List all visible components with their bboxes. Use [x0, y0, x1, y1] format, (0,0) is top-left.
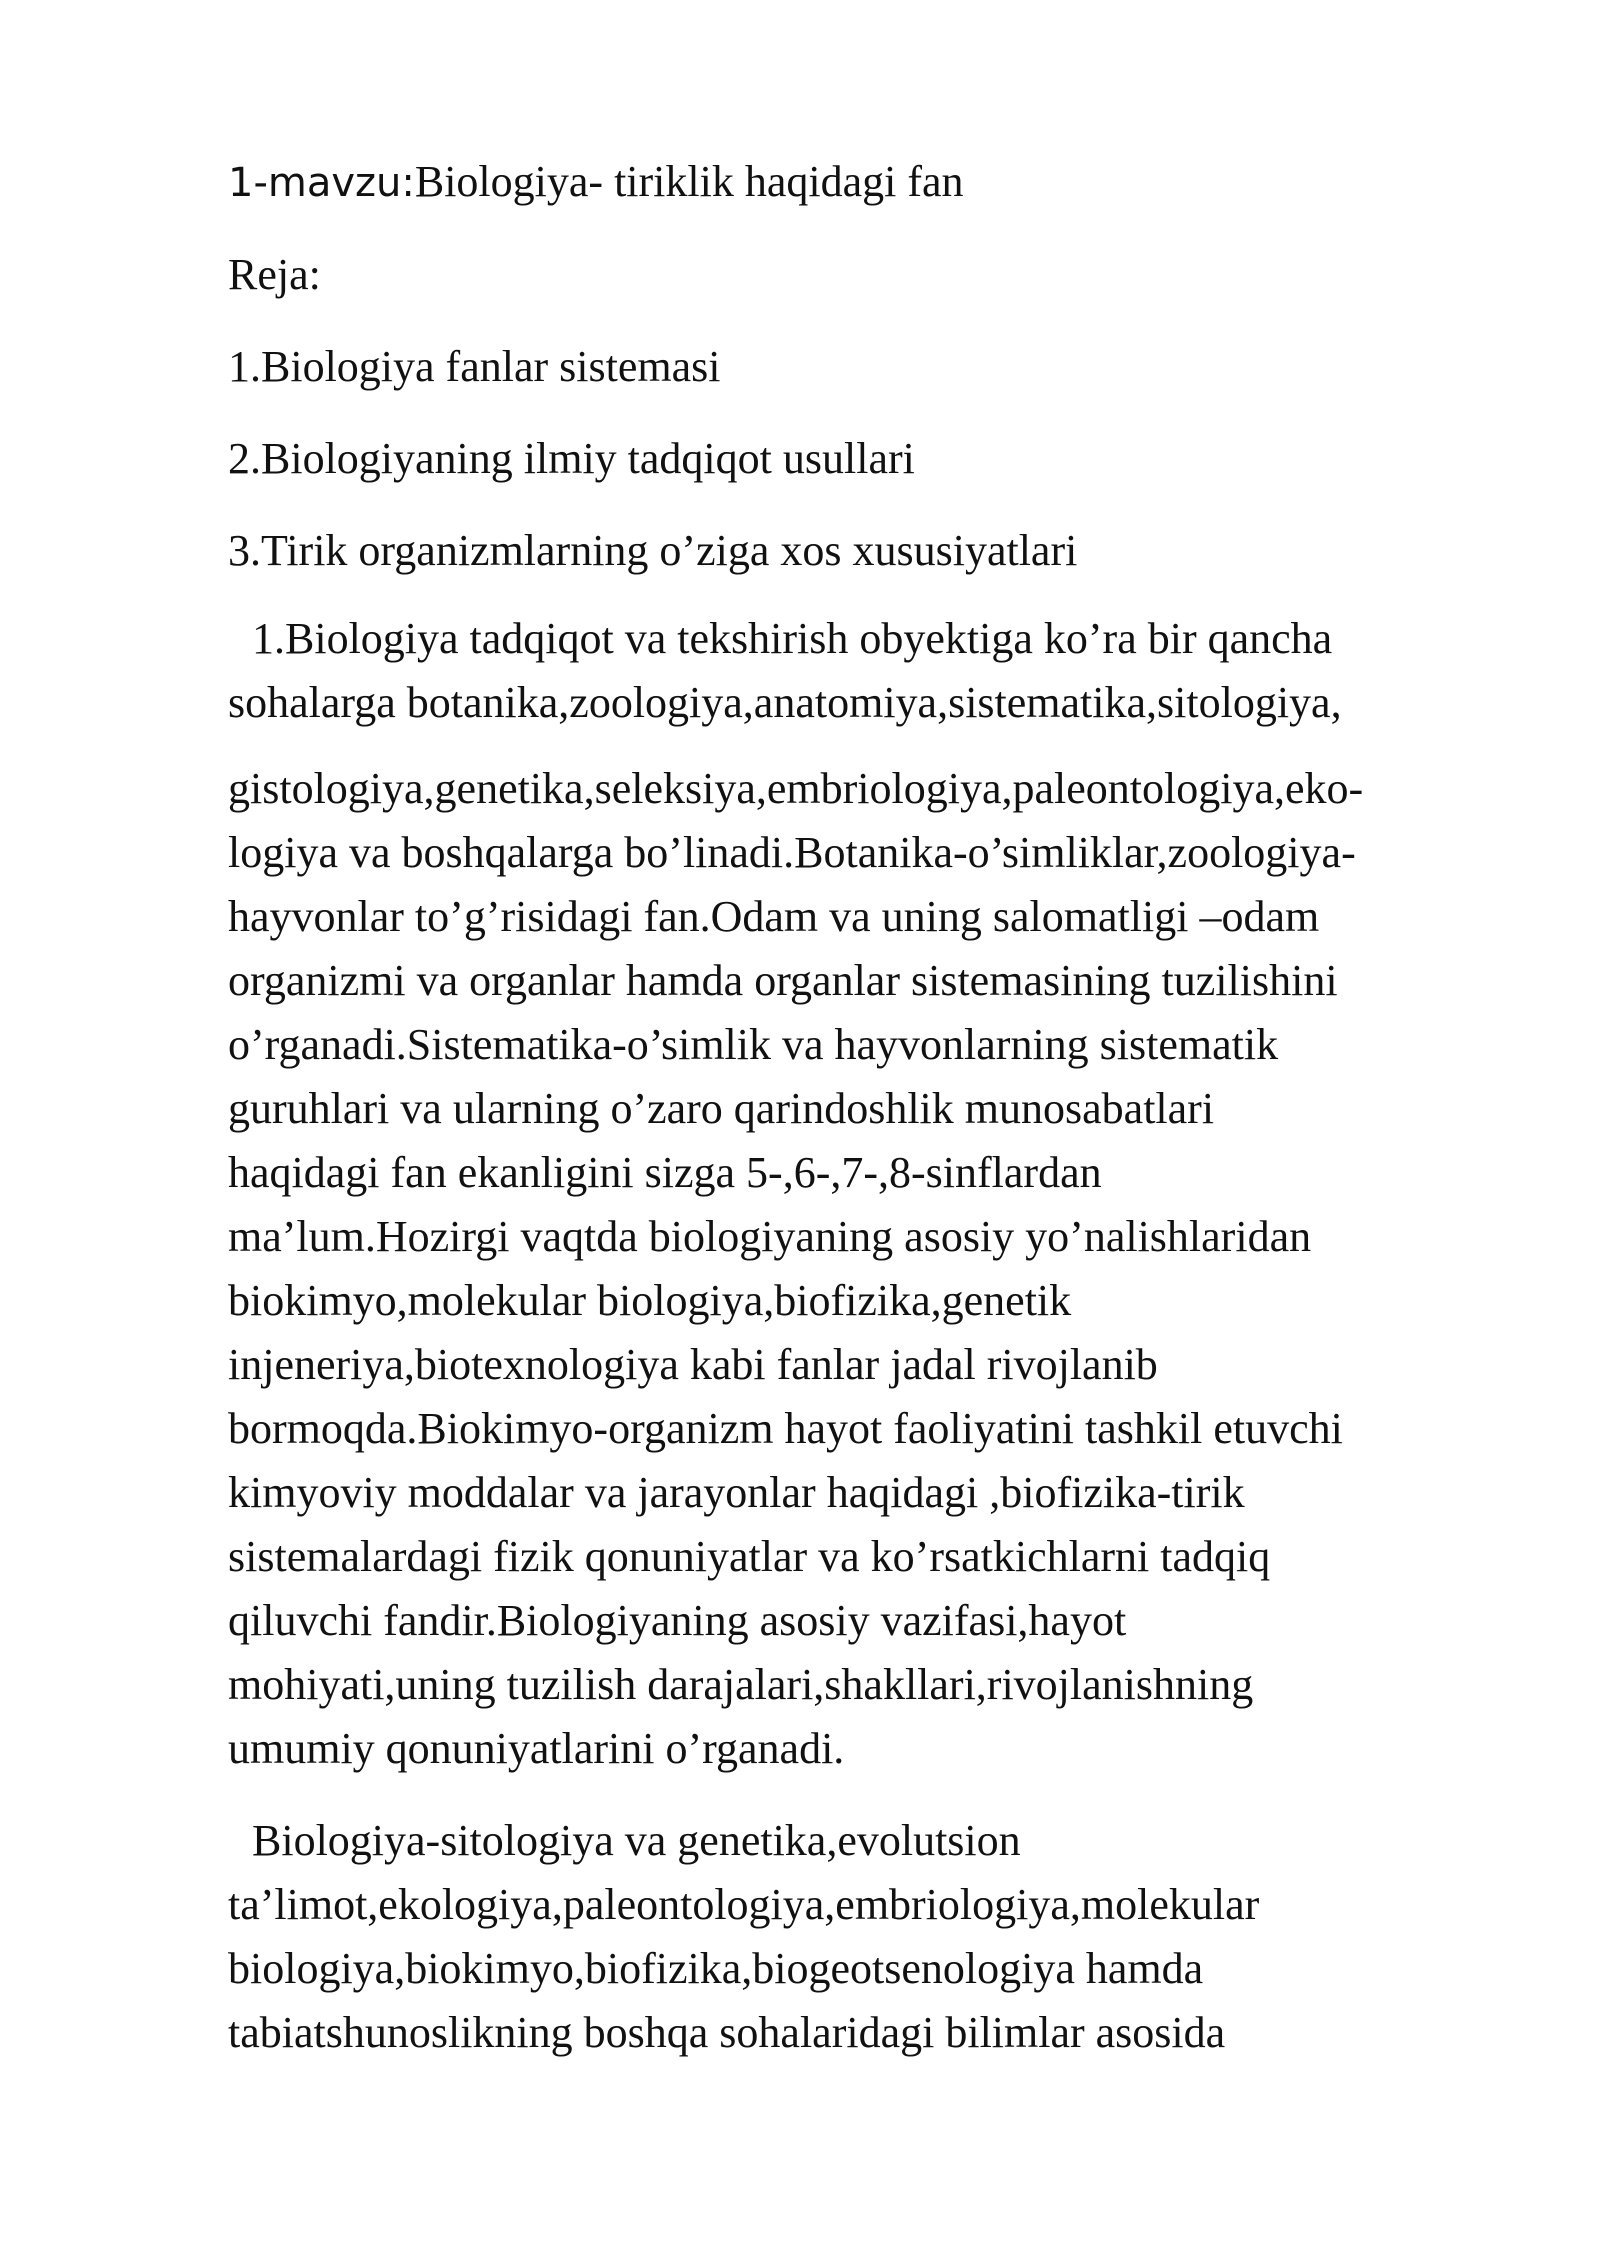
paragraph-1	[228, 607, 1528, 735]
document-title	[228, 150, 1528, 215]
paragraph-line: haqidagi fan ekanligini sizga 5-,6-,7-,8-sinflardan	[228, 1148, 1102, 1197]
paragraph-line: ma’lum.Hozirgi vaqtda biologiyaning asosiy yo’nalishlaridan	[228, 1212, 1312, 1261]
paragraph-line: 1.Biologiya tadqiqot va tekshirish obyektiga ko’ra bir qancha	[252, 614, 1333, 663]
paragraph-line: kimyoviy moddalar va jarayonlar haqidagi ,biofizika-tirik	[228, 1468, 1245, 1517]
title-text: Biologiya- tiriklik haqidagi fan	[414, 157, 964, 206]
paragraph-2	[228, 757, 1528, 1781]
paragraph-line: Biologiya-sitologiya va genetika,evolutsion	[252, 1816, 1021, 1865]
paragraph-line: ta’limot,ekologiya,paleontologiya,embriologiya,molekular	[228, 1880, 1260, 1929]
paragraph-line: tabiatshunoslikning boshqa sohalaridagi bilimlar asosida	[228, 2008, 1226, 2057]
paragraph-line: gistologiya,genetika,seleksiya,embriologiya,paleontologiya,eko-	[228, 764, 1364, 813]
document-body	[228, 150, 1528, 2065]
paragraph-line: biokimyo,molekular biologiya,biofizika,genetik	[228, 1276, 1072, 1325]
paragraph-line: o’rganadi.Sistematika-o’simlik va hayvonlarning sistematik	[228, 1020, 1279, 1069]
paragraph-line: sohalarga botanika,zoologiya,anatomiya,sistematika,sitologiya,	[228, 678, 1342, 727]
paragraph-line: injeneriya,biotexnologiya kabi fanlar jadal rivojlanib	[228, 1340, 1158, 1389]
paragraph-line: qiluvchi fandir.Biologiyaning asosiy vazifasi,hayot	[228, 1596, 1127, 1645]
plan-item-3: 3.Tirik organizmlarning o’ziga xos xususiyatlari	[228, 526, 1078, 575]
plan-item-2: 2.Biologiyaning ilmiy tadqiqot usullari	[228, 434, 915, 483]
paragraph-line: logiya va boshqalarga bo’linadi.Botanika-o’simliklar,zoologiya-	[228, 828, 1356, 877]
paragraph-line: sistemalardagi fizik qonuniyatlar va ko’rsatkichlarni tadqiq	[228, 1532, 1271, 1581]
paragraph-line: organizmi va organlar hamda organlar sistemasining tuzilishini	[228, 956, 1338, 1005]
plan-label: Reja:	[228, 250, 321, 299]
paragraph-line: bormoqda.Biokimyo-organizm hayot faoliyatini tashkil etuvchi	[228, 1404, 1343, 1453]
title-prefix: 1-mavzu:	[228, 160, 415, 206]
plan-item-1: 1.Biologiya fanlar sistemasi	[228, 342, 721, 391]
paragraph-line: hayvonlar to’g’risidagi fan.Odam va uning salomatligi –odam	[228, 892, 1320, 941]
paragraph-line: biologiya,biokimyo,biofizika,biogeotsenologiya hamda	[228, 1944, 1204, 1993]
paragraph-line: guruhlari va ularning o’zaro qarindoshlik munosabatlari	[228, 1084, 1215, 1133]
paragraph-line: umumiy qonuniyatlarini o’rganadi.	[228, 1724, 845, 1773]
paragraph-line: mohiyati,uning tuzilish darajalari,shakllari,rivojlanishning	[228, 1660, 1254, 1709]
paragraph-3	[228, 1809, 1528, 2065]
